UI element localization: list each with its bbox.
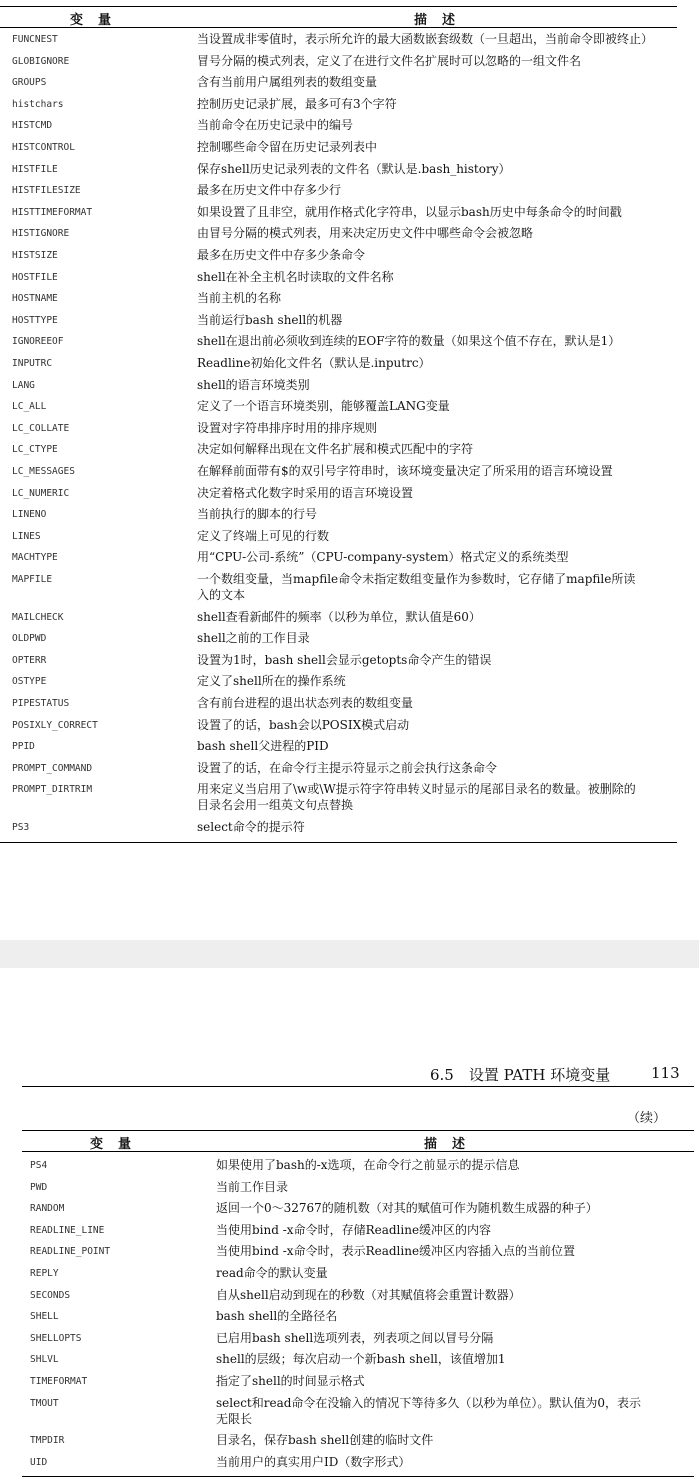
variable-name: TMOUT [30,1397,59,1409]
variable-name: HOSTFILE [12,271,58,283]
variable-description: 保存shell历史记录列表的文件名（默认是.bash_history） [197,161,511,176]
variable-name: PIPESTATUS [12,698,70,709]
variable-description: 定义了shell所在的操作系统 [197,674,346,689]
variable-name: READLINE_POINT [30,1246,111,1258]
variable-name: REPLY [30,1268,59,1279]
variable-description: 定义了一个语言环境类别，能够覆盖LANG变量 [197,399,450,414]
variable-name: MACHTYPE [12,552,58,564]
variable-name: LC_CTYPE [12,444,58,456]
variable-description: 当设置成非零值时，表示所允许的最大函数嵌套级数（一旦超出，当前命令即被终止） [197,32,654,46]
variables-table-2 [22,1130,694,1469]
variable-description-cont: 无限长 [216,1411,253,1426]
variable-description: 当前执行的脚本的行号 [197,507,318,522]
header-variable: 变 量 [90,1137,133,1152]
page-separator [0,940,699,968]
variable-name: HOSTNAME [12,293,58,305]
variable-name: SECONDS [30,1289,71,1301]
variables-table-1 [0,6,677,834]
variable-name: POSIXLY_CORRECT [12,719,98,731]
variable-description: 当前工作目录 [216,1179,289,1194]
header-description: 描 述 [424,1137,467,1152]
variable-name: histchars [12,98,64,110]
variable-description: 设置为1时，bash shell会显示getopts命令产生的错误 [197,652,492,667]
table-header [22,1130,694,1152]
header-variable: 变 量 [70,13,113,28]
variable-description: 如果设置了且非空，就用作格式化字符串，以显示bash历史中每条命令的时间戳 [197,204,622,219]
variable-description: 含有当前用户属组列表的数组变量 [197,75,378,90]
variable-name: FUNCNEST [12,34,58,45]
variable-description: 用来定义当启用了\w或\W提示符字符串转义时显示的尾部目录名的数量。被删除的 [197,782,636,797]
variable-description: Readline初始化文件名（默认是.inputrc） [197,356,431,370]
variable-description: shell之前的工作目录 [197,631,310,646]
variable-name: LINENO [12,509,47,521]
variable-name: HISTTIMEFORMAT [12,206,93,218]
variable-name: GLOBIGNORE [12,55,70,67]
variable-name: IGNOREEOF [12,336,64,348]
variable-name: MAPFILE [12,574,53,585]
variable-description: 当前命令在历史记录中的编号 [197,118,354,133]
table-bottom-rule [0,842,677,843]
table-header [0,6,677,28]
variable-description: 用“CPU-公司-系统”（CPU-company-system）格式定义的系统类型 [197,550,569,565]
variable-name: OLDPWD [12,633,47,645]
variable-description: 自从shell启动到现在的秒数（对其赋值将会重置计数器） [216,1287,521,1302]
variable-description: 当使用bind -x命令时，表示Readline缓冲区内容插入点的当前位置 [216,1244,576,1259]
variable-description: 一个数组变量，当mapfile命令未指定数组变量作为参数时，它存储了mapfile所读 [197,572,636,586]
variable-name: PROMPT_DIRTRIM [12,784,93,796]
variable-description: select和read命令在没输入的情况下等待多久（以秒为单位）。默认值为0，表示 [216,1395,642,1410]
variable-description: select命令的提示符 [197,820,305,834]
variable-description: bash shell父进程的PID [197,739,329,754]
variable-description: 设置对字符串排序时用的排序规则 [197,420,378,435]
variable-description: 当前用户的真实用户ID（数字形式） [216,1454,411,1469]
variable-name: SHELL [30,1311,59,1323]
variable-description: 设置了的话，bash会以POSIX模式启动 [197,717,410,732]
variable-description: 设置了的话，在命令行主提示符显示之前会执行这条命令 [197,760,498,775]
variable-name: LC_ALL [12,401,47,413]
variable-description: 返回一个0～32767的随机数（对其的赋值可作为随机数生成器的种子） [216,1201,598,1216]
variable-name: TIMEFORMAT [30,1376,88,1387]
variable-name: LC_COLLATE [12,422,70,434]
variable-name: INPUTRC [12,358,53,369]
variable-name: HISTCMD [12,120,53,132]
variable-name: PS4 [30,1160,48,1171]
variable-name: PS3 [12,822,30,833]
variable-name: SHELLOPTS [30,1332,82,1344]
variable-description-cont: 目录名会用一组英文句点替换 [197,798,354,813]
variable-name: OSTYPE [12,676,47,688]
variable-description: shell的语言环境类别 [197,377,310,392]
continued-label: （续） [627,1111,667,1126]
variable-description: 在解释前面带有$的双引号字符串时，该环境变量决定了所采用的语言环境设置 [197,464,613,478]
variable-description: 当前主机的名称 [197,291,282,306]
variable-name: HOSTTYPE [12,314,58,326]
variable-name: PPID [12,741,35,753]
variable-name: UID [30,1456,48,1468]
variable-description: 冒号分隔的模式列表，定义了在进行文件名扩展时可以忽略的一组文件名 [197,53,582,68]
variable-description: shell查看新邮件的频率（以秒为单位，默认值是60） [197,609,481,624]
variable-name: LINES [12,530,41,542]
variable-description: 指定了shell的时间显示格式 [216,1374,365,1388]
variable-name: GROUPS [12,77,47,89]
variable-description-cont: 入的文本 [197,588,246,602]
variable-description: 最多在历史文件中存多少行 [197,183,342,198]
running-head [430,1064,680,1085]
variable-name: RANDOM [30,1203,65,1215]
variable-name: PWD [30,1181,48,1193]
section-title: 6.5 设置 PATH 环境变量 [430,1066,611,1084]
variable-name: MAILCHECK [12,611,64,623]
variable-name: READLINE_LINE [30,1224,105,1236]
variable-description: 已启用bash shell选项列表，列表项之间以冒号分隔 [216,1330,494,1345]
variable-name: TMPDIR [30,1435,65,1447]
variable-name: HISTCONTROL [12,142,75,153]
variable-name: SHLVL [30,1354,59,1366]
variable-name: OPTERR [12,654,47,666]
variable-description: 当前运行bash shell的机器 [197,312,343,327]
variable-description: shell在补全主机名时读取的文件名称 [197,269,394,284]
variable-description: read命令的默认变量 [216,1266,328,1280]
table-bottom-rule [22,1476,694,1477]
variable-description: 如果使用了bash的-x选项，在命令行之前显示的提示信息 [216,1158,520,1172]
header-rule [22,1086,694,1087]
variable-description: 控制历史记录扩展，最多可有3个字符 [197,96,397,111]
variable-name: HISTSIZE [12,250,58,261]
variable-name: PROMPT_COMMAND [12,762,93,774]
variable-description: 当使用bind -x命令时，存储Readline缓冲区的内容 [216,1222,492,1237]
variable-description: 由冒号分隔的模式列表，用来决定历史文件中哪些命令会被忽略 [197,226,534,241]
variable-description: 定义了终端上可见的行数 [197,528,330,543]
variable-description: 决定着格式化数字时采用的语言环境设置 [197,485,414,500]
variable-description: 控制哪些命令留在历史记录列表中 [197,140,378,154]
variable-name: HISTFILESIZE [12,185,81,197]
variable-description: shell在退出前必须收到连续的EOF字符的数量（如果这个值不存在，默认是1） [197,334,621,349]
variable-description: 决定如何解释出现在文件名扩展和模式匹配中的字符 [197,442,474,457]
variable-description: shell的层级；每次启动一个新bash shell，该值增加1 [216,1352,506,1367]
header-description: 描 述 [414,13,457,28]
variable-name: HISTFILE [12,163,58,175]
variable-name: LC_MESSAGES [12,466,75,477]
page-number: 113 [651,1064,680,1082]
variable-description: bash shell的全路径名 [216,1309,338,1324]
variable-description: 最多在历史文件中存多少条命令 [197,248,366,262]
variable-name: LANG [12,379,35,391]
variable-name: HISTIGNORE [12,228,70,240]
variable-description: 目录名，保存bash shell创建的临时文件 [216,1433,434,1448]
variable-description: 含有前台进程的退出状态列表的数组变量 [197,696,414,710]
variable-name: LC_NUMERIC [12,487,70,499]
